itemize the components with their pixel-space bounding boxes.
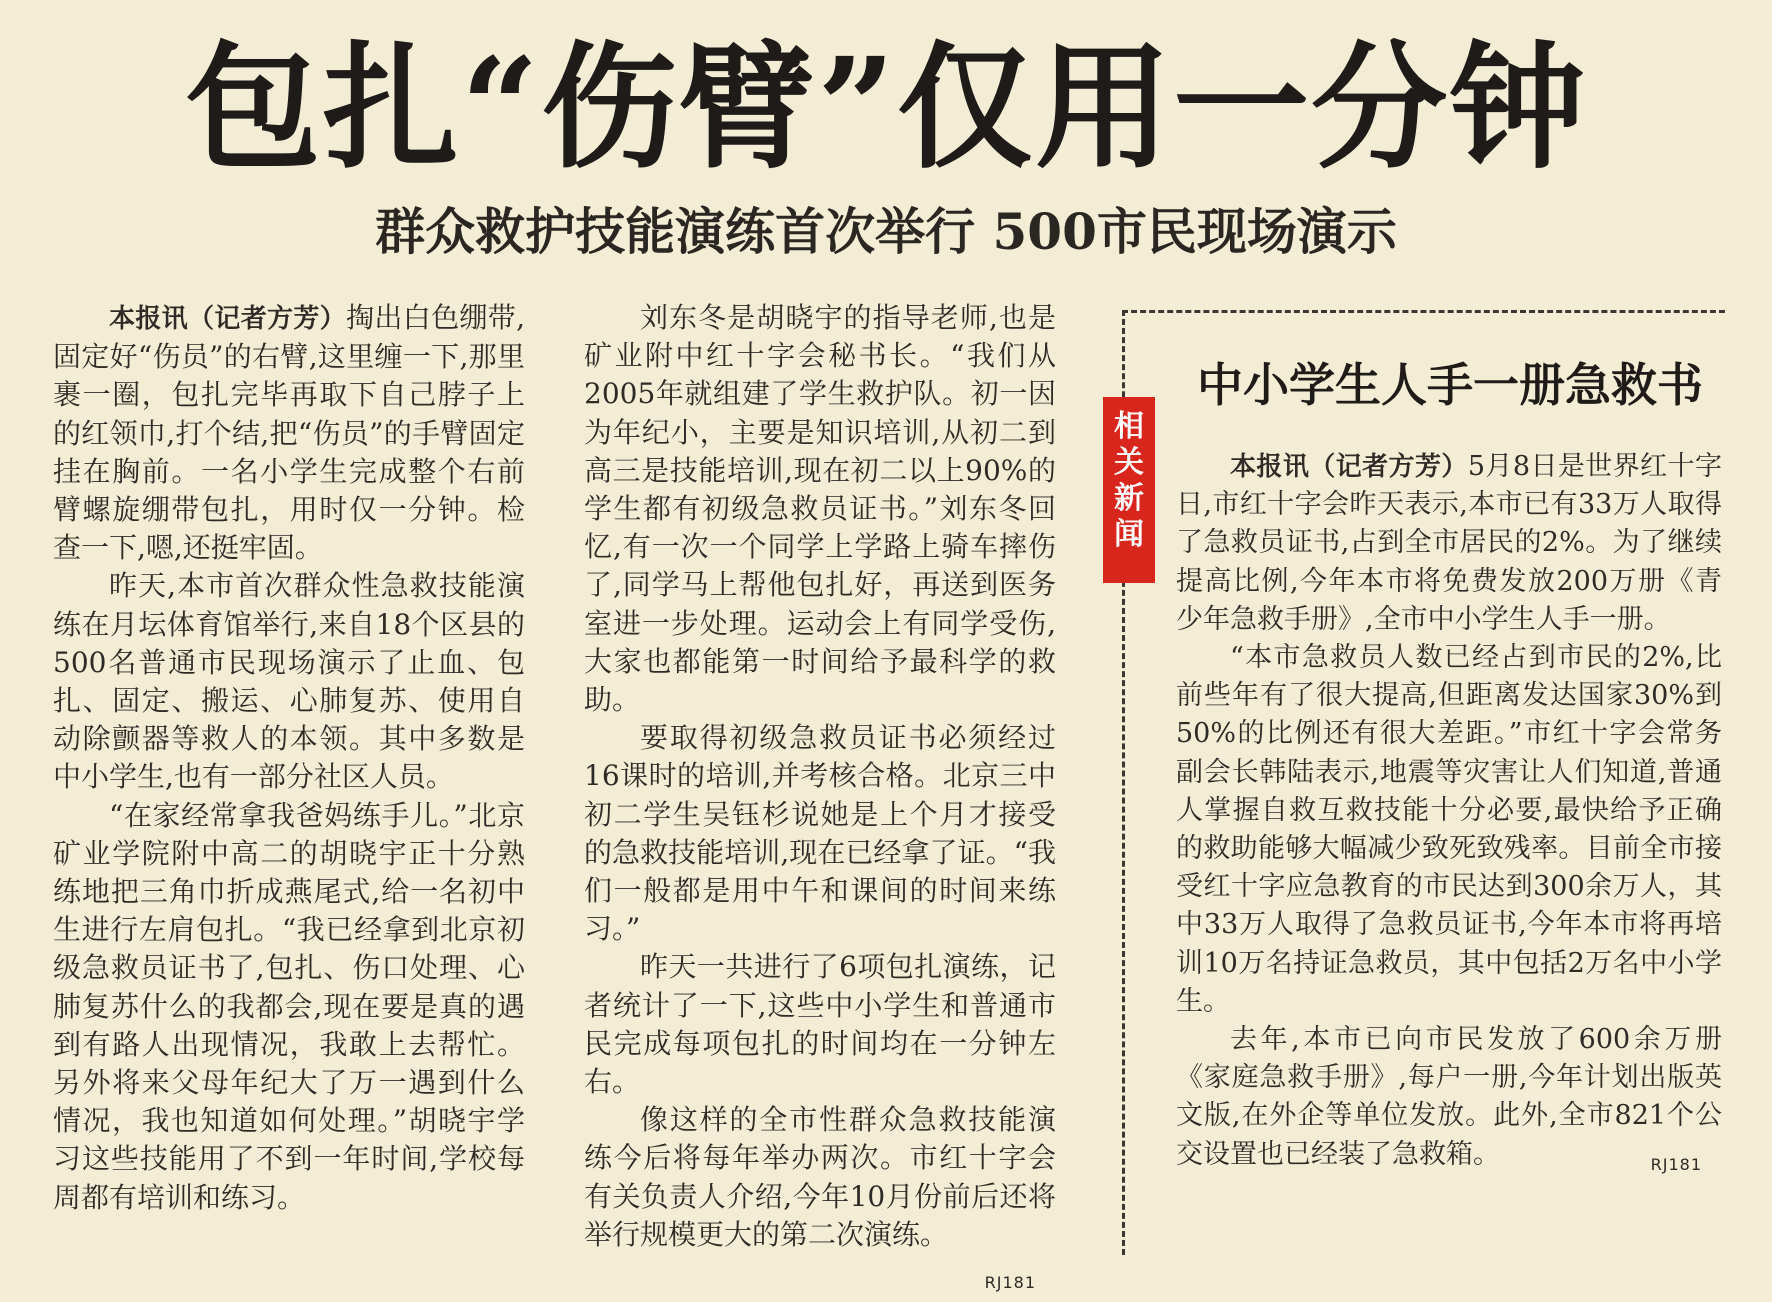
main-article-column-1 (53, 299, 525, 1217)
article-paragraph: 昨天一共进行了6项包扎演练，记者统计了一下,这些中小学生和普通市民完成每项包扎的时间均在一分钟左右。 (584, 950, 1056, 1099)
article-paragraph: 昨天,本市首次群众性急救技能演练在月坛体育馆举行,来自18个区县的500名普通市民现场演示了止血、包扎、固定、搬运、心肺复苏、使用自动除颤器等救人的本领。其中多数是中小学生,也有一部分社区人员。 (53, 569, 525, 794)
headline: 包扎“伤臂”仅用一分钟 (184, 28, 1588, 188)
byline: 本报讯（记者方芳） (109, 304, 347, 334)
related-news-title: 中小学生人手一册急救书 (1197, 358, 1703, 412)
article-code: RJ181 (1650, 1154, 1702, 1174)
byline: 本报讯（记者方芳） (1230, 452, 1468, 482)
related-news-tag: 相 关 新 闻 (1103, 397, 1155, 583)
article-paragraph: 像这样的全市性群众急救技能演练今后将每年举办两次。市红十字会有关负责人介绍,今年10月份前后还将举行规模更大的第二次演练。 RJ181 (584, 1101, 1056, 1254)
article-paragraph: 本报讯（记者方芳）5月8日是世界红十字日,市红十字会昨天表示,本市已有33万人取得了急救员证书,占到全市居民的2%。为了继续提高比例,今年本市将免费发放200万册《青少年急救手册》,全市中小学生人手一册。 (1176, 451, 1722, 635)
article-paragraph: 要取得初级急救员证书必须经过16课时的培训,并考核合格。北京三中初二学生吴钰杉说她是上个月才接受的急救技能培训,现在已经拿了证。“我们一般都是用中午和课间的时间来练习。” (584, 721, 1056, 946)
article-code: RJ181 (984, 1273, 1036, 1293)
article-paragraph: 去年,本市已向市民发放了600余万册《家庭急救手册》,每户一册,今年计划出版英文版,在外企等单位发放。此外,全市821个公交设置也已经装了急救箱。 RJ181 (1176, 1021, 1722, 1174)
related-article-column (1176, 448, 1722, 1184)
article-paragraph: “在家经常拿我爸妈练手儿。”北京矿业学院附中高二的胡晓宇正十分熟练地把三角巾折成燕尾式,给一名初中生进行左肩包扎。“我已经拿到北京初级急救员证书了,包扎、伤口处理、心肺复苏什么的我都会,现在要是真的遇到有路人出现情况，我敢上去帮忙。另外将来父母年纪大了万一遇到什么情况，我也知道如何处理。”胡晓宇学习这些技能用了不到一年时间,学校每周都有培训和练习。 (53, 798, 525, 1214)
article-paragraph: 本报讯（记者方芳）掏出白色绷带,固定好“伤员”的右臂,这里缠一下,那里裹一圈，包扎完毕再取下自己脖子上的红领巾,打个结,把“伤员”的手臂固定挂在胸前。一名小学生完成整个右前臂螺旋绷带包扎，用时仅一分钟。检查一下,嗯,还挺牢固。 (53, 301, 525, 565)
article-paragraph: “本市急救员人数已经占到市民的2%,比前些年有了很大提高,但距离发达国家30%到50%的比例还有很大差距。”市红十字会常务副会长韩陆表示,地震等灾害让人们知道,普通人掌握自救互救技能十分必要,最快给予正确的救助能够大幅减少致死致残率。目前全市接受红十字应急教育的市民达到300余万人，其中33万人取得了急救员证书,今年本市将再培训10万名持证急救员，其中包括2万名中小学生。 (1176, 642, 1722, 1017)
article-paragraph: 刘东冬是胡晓宇的指导老师,也是矿业附中红十字会秘书长。“我们从2005年就组建了学生救护队。初一因为年纪小，主要是知识培训,从初二到高三是技能培训,现在初二以上90%的学生都有初级急救员证书。”刘东冬回忆,有一次一个同学上学路上骑车摔伤了,同学马上帮他包扎好，再送到医务室进一步处理。运动会上有同学受伤,大家也都能第一时间给予最科学的救助。 (584, 301, 1056, 717)
main-article-column-2 (584, 299, 1056, 1302)
subheadline: 群众救护技能演练首次举行 500市民现场演示 (375, 202, 1397, 261)
